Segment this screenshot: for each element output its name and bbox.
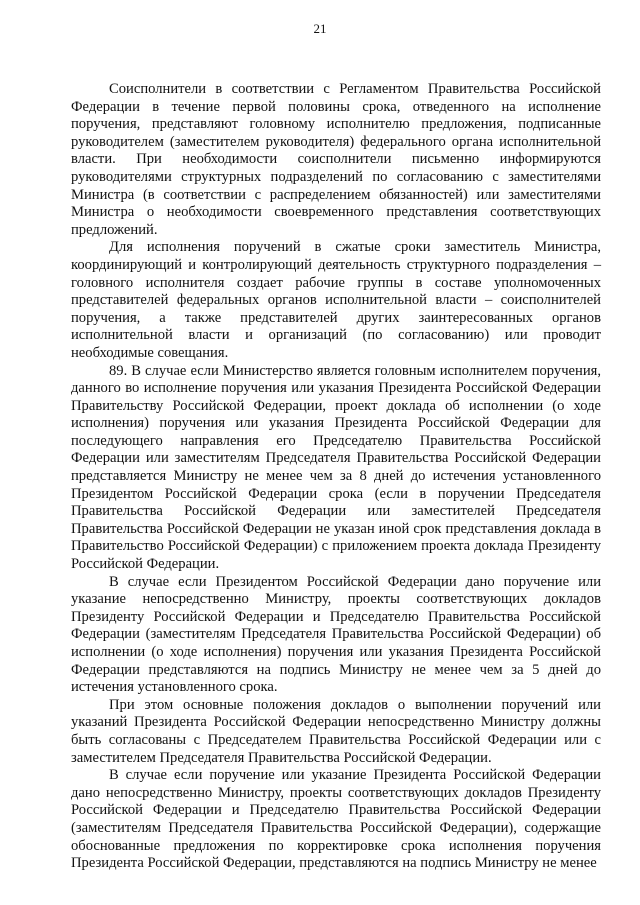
paragraph-deadline-adjustment: В случае если поручение или указание Президента Российской Федерации дано непосредственно Министру, проекты соответствующих докладов Президенту Российской Федерации и Председателю Правительства Российской Федерации (заместителям Председателя Правительства Российской Федерации), содержащие обоснованные предложения по корректировке срока исполнения поручения Президента Российской Федерации, представляются на подпись Министру не менее [71,767,601,872]
paragraph-approval: При этом основные положения докладов о выполнении поручений или указаний Президента Российской Федерации непосредственно Министру должны быть согласованы с Председателем Правительства Российской Федерации или с заместителем Председателя Правительства Российской Федерации. [71,696,601,766]
paragraph-item-89: 89. В случае если Министерство является головным исполнителем поручения, данного во исполнение поручения или указания Президента Российской Федерации Правительству Российской Федерации, проект доклада об исполнении (о ходе исполнения) поручения или указания Президента Российской Федерации для последующего направления его Председателю Правительства Российской Федерации или заместителям Председателя Правительства Российской Федерации представляется Министру не менее чем за 8 дней до истечения установленного Президентом Российской Федерации срока (если в поручении Председателя Правительства Российской Федерации или заместителей Председателя Правительства Российской Федерации не указан иной срок представления доклада в Правительство Российской Федерации) с приложением проекта доклада Президенту Российской Федерации. [71,362,601,573]
paragraph-working-groups: Для исполнения поручений в сжатые сроки заместитель Министра, координирующий и контролирующий деятельность структурного подразделения – головного исполнителя создает рабочие группы в составе уполномоченных представителей федеральных органов исполнительной власти – соисполнителей поручения, а также представителей других заинтересованных органов исполнительной власти и организаций (по согласованию) или проводит необходимые совещания. [71,239,601,361]
paragraph-coexecutors: Соисполнители в соответствии с Регламентом Правительства Российской Федерации в течение первой половины срока, отведенного на исполнение поручения, представляют головному исполнителю предложения, подписанные руководителем (заместителем руководителя) федерального органа исполнительной власти. При необходимости соисполнители письменно информируются руководителями структурных подразделений по согласованию с заместителями Министра (в соответствии с распределением обязанностей) или заместителями Министра о необходимости своевременного представления соответствующих предложений. [71,81,601,238]
page-number: 21 [313,21,327,36]
document-body [71,81,601,873]
paragraph-direct-instruction: В случае если Президентом Российской Федерации дано поручение или указание непосредственно Министру, проекты соответствующих докладов Президенту Российской Федерации и Председателю Правительства Российской Федерации (заместителям Председателя Правительства Российской Федерации) об исполнении (о ходе исполнения) поручения или указания Президента Российской Федерации представляются на подпись Министру не менее чем за 5 дней до истечения установленного срока. [71,573,601,696]
